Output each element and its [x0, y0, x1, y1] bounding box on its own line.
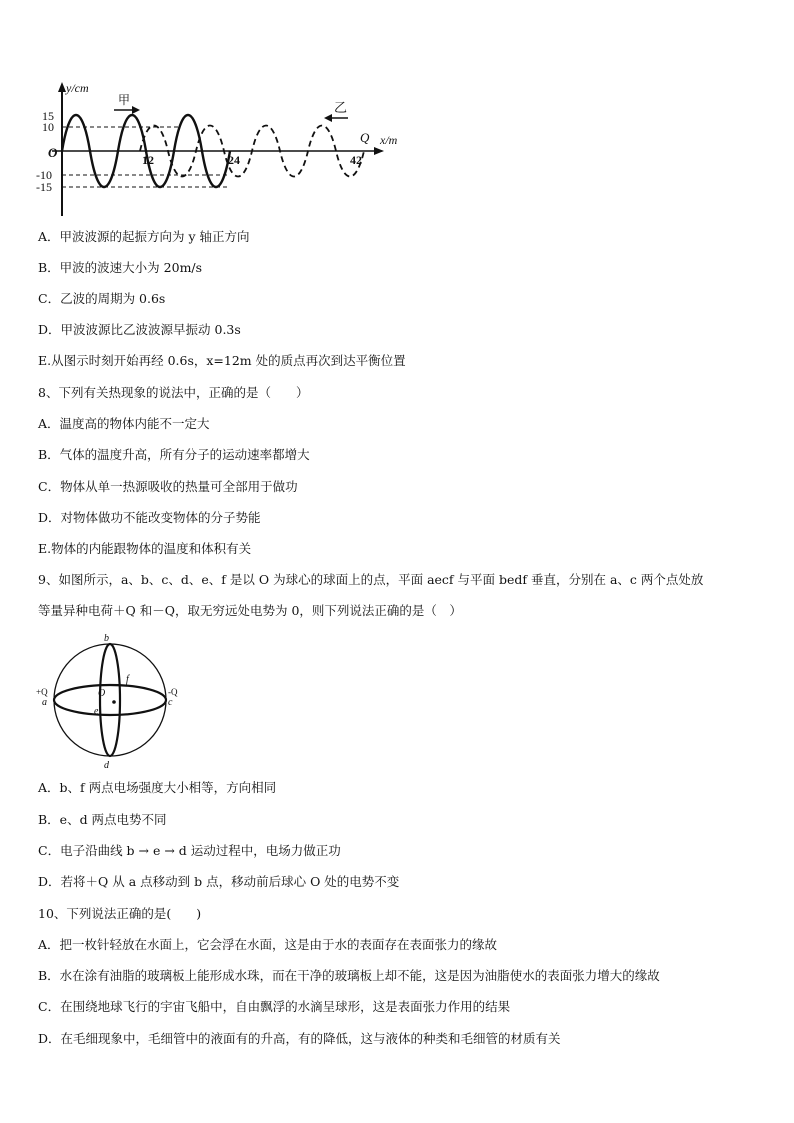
- label-o: O: [98, 688, 106, 699]
- q8-option-c: C．物体从单一热源吸收的热量可全部用于做功: [38, 479, 298, 494]
- q10-option-c: C．在围绕地球飞行的宇宙飞船中，自由飘浮的水滴呈球形，这是表面张力作用的结果: [38, 999, 511, 1014]
- sphere-outline: [54, 644, 166, 756]
- ellipse-bedf: [100, 644, 120, 756]
- q10-option-a: A．把一枚针轻放在水面上，它会浮在水面，这是由于水的表面存在表面张力的缘故: [38, 937, 498, 952]
- q10-stem: 10、下列说法正确的是( ): [38, 906, 202, 921]
- q7-option-e: E.从图示时刻开始再经 0.6s，x=12m 处的质点再次到达平衡位置: [38, 353, 406, 368]
- y-tick-neg10: -10: [36, 168, 52, 182]
- q9-option-a: A．b、f 两点电场强度大小相等，方向相同: [38, 780, 277, 795]
- y-axis-arrow: [58, 82, 66, 92]
- label-minus-q: -Q: [168, 687, 178, 697]
- q8-option-d: D．对物体做功不能改变物体的分子势能: [38, 510, 261, 525]
- label-c: c: [168, 697, 173, 708]
- y-tick-neg15: -15: [36, 180, 52, 194]
- origin-label: O: [48, 145, 58, 160]
- label-b: b: [104, 633, 109, 644]
- q9-option-c: C．电子沿曲线 b → e → d 运动过程中，电场力做正功: [38, 843, 341, 858]
- label-e: e: [94, 706, 99, 717]
- y-tick-10: 10: [42, 120, 54, 134]
- x-tick-42: 42: [350, 153, 362, 167]
- q8-option-a: A．温度高的物体内能不一定大: [38, 416, 210, 431]
- wave-a-arrowhead: [132, 106, 140, 114]
- center-dot: [112, 700, 116, 704]
- wave-figure: [30, 78, 410, 220]
- label-plus-q: +Q: [36, 687, 48, 697]
- wave-a-label: 甲: [118, 93, 131, 107]
- x-axis-arrow: [374, 147, 384, 155]
- label-d: d: [104, 760, 109, 771]
- sphere-figure: [34, 632, 184, 772]
- q9-stem-line2: 等量异种电荷＋Q 和－Q，取无穷远处电势为 0，则下列说法正确的是（ ）: [38, 603, 462, 618]
- point-q-label: Q: [360, 130, 370, 145]
- wave-b-arrowhead: [324, 114, 332, 122]
- q9-option-b: B．e、d 两点电势不同: [38, 812, 167, 827]
- q7-option-c: C．乙波的周期为 0.6s: [38, 291, 166, 306]
- label-f: f: [126, 674, 129, 685]
- x-tick-12: 12: [142, 153, 154, 167]
- x-axis-label: x/m: [380, 133, 398, 147]
- y-tick-15: 15: [42, 109, 54, 123]
- q7-option-d: D．甲波波源比乙波波源早振动 0.3s: [38, 322, 241, 337]
- q10-option-d: D．在毛细现象中，毛细管中的液面有的升高，有的降低，这与液体的种类和毛细管的材质有关: [38, 1031, 561, 1046]
- q8-stem: 8、下列有关热现象的说法中，正确的是（ ）: [38, 385, 309, 400]
- q9-stem-line1: 9、如图所示，a、b、c、d、e、f 是以 O 为球心的球面上的点，平面 aecf 与平面 bedf 垂直，分别在 a、c 两个点处放: [38, 572, 704, 587]
- x-tick-24: 24: [228, 153, 240, 167]
- y-axis-label: y/cm: [66, 81, 89, 95]
- wave-b-label: 乙: [334, 100, 348, 115]
- q7-option-a: A．甲波波源的起振方向为 y 轴正方向: [38, 229, 250, 244]
- q8-option-e: E.物体的内能跟物体的温度和体积有关: [38, 541, 252, 556]
- ellipse-aecf: [54, 685, 166, 715]
- q10-option-b: B．水在涂有油脂的玻璃板上能形成水珠，而在干净的玻璃板上却不能，这是因为油脂使水的表面张力增大的缘故: [38, 968, 660, 983]
- q9-option-d: D．若将＋Q 从 a 点移动到 b 点，移动前后球心 O 处的电势不变: [38, 874, 400, 889]
- label-a: a: [42, 697, 47, 708]
- q8-option-b: B．气体的温度升高，所有分子的运动速率都增大: [38, 447, 310, 462]
- q7-option-b: B．甲波的波速大小为 20m/s: [38, 260, 203, 275]
